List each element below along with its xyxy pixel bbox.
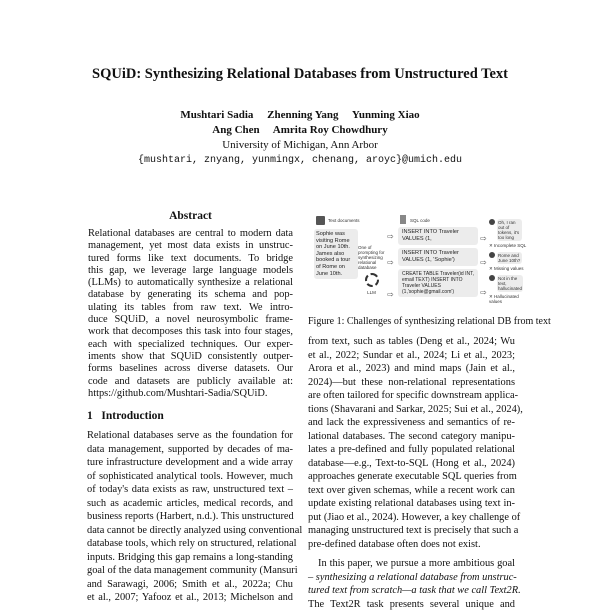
error-icon xyxy=(489,252,495,258)
note-3: Not in the text, hallucinated xyxy=(497,275,523,292)
abstract-body xyxy=(88,228,293,400)
sql-box-1: INSERT INTO Traveler VALUES (1, xyxy=(398,227,478,245)
text-line: data cannot be directly analyzed using conventional xyxy=(87,524,293,538)
text-line: Relational databases serve as the foundation for xyxy=(87,429,293,443)
text-line: are often tailored for specific downstream applica- xyxy=(308,389,515,403)
text-line: text over given schemas, while a recent work can xyxy=(308,484,515,498)
right-column-body xyxy=(308,335,515,611)
arrow-icon: ⇨ xyxy=(480,289,487,297)
input-text-box: Sophie was visiting Rome on June 10th. James also booked a tour of Rome on June 10th. xyxy=(314,229,358,279)
abstract-heading: Abstract xyxy=(88,210,293,222)
text-line: tured text from scratch—a task that we call Text2R. xyxy=(308,584,515,598)
sql-box-2: INSERT INTO Traveler VALUES (1, 'Sophie') xyxy=(398,248,478,266)
note-2-row xyxy=(489,252,522,264)
text-line: The Text2R task presents several unique and xyxy=(308,598,515,611)
text-line: management, yet most data exists in unstruc- xyxy=(88,240,293,252)
authors-line-1: Mushtari Sadia Zhenning Yang Yunming Xiao xyxy=(0,109,600,121)
issues-group xyxy=(489,219,522,304)
arrow-icon: ⇨ xyxy=(387,291,394,299)
arrow-icon: ⇨ xyxy=(387,233,394,241)
document-icon xyxy=(316,216,325,225)
text-line: database by generating its schema and pop- xyxy=(88,289,293,301)
llm-icon xyxy=(365,273,379,287)
text-line: business reports (Harbert, n.d.). This unstructured xyxy=(87,510,293,524)
text-line: database tools, which rely on structured, relational xyxy=(87,537,293,551)
text-line: https://github.com/Mushtari-Sadia/SQUiD. xyxy=(88,388,293,400)
text-line: Arora et al., 2023) and mind maps (Jain et al., xyxy=(308,362,515,376)
note-1-row xyxy=(489,219,522,241)
arrow-icon: ⇨ xyxy=(480,235,487,243)
text-line: code and datasets are publicly available at: xyxy=(88,376,293,388)
text-line: 2024)—but these non-relational representations xyxy=(308,376,515,390)
error-icon xyxy=(489,219,495,225)
text-line: database—e.g., Text-to-SQL (Hong et al., 2024) xyxy=(308,457,515,471)
code-icon xyxy=(400,215,406,224)
issue-1: ✕ Incomplete SQL xyxy=(489,243,522,248)
intro-heading xyxy=(87,410,164,422)
text-line: and Sarawagi, 2006; Smith et al., 2022a; Chu xyxy=(87,578,293,592)
section-number: 1 xyxy=(87,410,93,422)
arrow-icon: ⇨ xyxy=(387,259,394,267)
text-line: from text, such as tables (Deng et al., 2024; Wu xyxy=(308,335,515,349)
llm-label: LLM xyxy=(367,290,376,295)
issue-2: ✕ Missing values xyxy=(489,266,522,271)
text-line: tured forms like text documents. To bridge xyxy=(88,253,293,265)
text-line: lational databases. The second category manipu- xyxy=(308,430,515,444)
figure-1 xyxy=(308,213,522,313)
text-doc-label: Text documents xyxy=(328,218,362,223)
text-line: Relational databases are central to modern data xyxy=(88,228,293,240)
text-line: tions (Shavarani and Sarkar, 2025; Sui et al., 2024), xyxy=(308,403,515,417)
text-line: managing unstructured text is precisely that such a xyxy=(308,524,515,538)
text-line: of today's data exists as raw, unstructured text – xyxy=(87,483,293,497)
section-title: Introduction xyxy=(101,410,163,422)
text-line: iments show that SQUiD consistently outper- xyxy=(88,351,293,363)
affiliation: University of Michigan, Ann Arbor xyxy=(0,139,600,151)
figure-caption: Figure 1: Challenges of synthesizing relational DB from text xyxy=(308,316,551,328)
text-line: approaches generate executable SQL queries from xyxy=(308,470,515,484)
text-line: and lack the expressiveness and semantics of re- xyxy=(308,416,515,430)
text-line: data management, supported by decades of ma- xyxy=(87,443,293,457)
text-line: this gap, we leverage large language models xyxy=(88,265,293,277)
sql-group xyxy=(398,227,478,297)
authors-line-2: Ang Chen Amrita Roy Chowdhury xyxy=(0,124,600,136)
text-line: et al., 2007; Yafooz et al., 2013; Michelson and xyxy=(87,591,293,605)
text-line: such as academic articles, medical records, and xyxy=(87,497,293,511)
text-line: put (Jiao et al., 2024). However, a key challenge of xyxy=(308,511,515,525)
prompt-text: One of prompting for synthesizing relational database xyxy=(358,245,385,270)
text-line: work that decomposes this task into four stages, xyxy=(88,326,293,338)
text-line: duce SQUiD, a novel neurosymbolic frame- xyxy=(88,314,293,326)
text-line: pre-defined database often does not exist. xyxy=(308,538,515,552)
text-line: of sophisticated analytical tools. However, much xyxy=(87,470,293,484)
text-line: et al., 2022; Sundar et al., 2024; Li et al., 2023; xyxy=(308,349,515,363)
text-line: ture infrastructure development and a wide array xyxy=(87,456,293,470)
text-line: goal of the data management community (Mansuri xyxy=(87,564,293,578)
paper-title: SQUiD: Synthesizing Relational Databases from Unstructured Text xyxy=(0,66,600,83)
sql-code-label: SQL code xyxy=(410,218,430,223)
text-line: – synthesizing a relational database from unstruc- xyxy=(308,571,515,585)
text-line: ulating its tables from raw text. We intro- xyxy=(88,302,293,314)
intro-body xyxy=(87,429,293,605)
text-line: update existing relational databases using text in- xyxy=(308,497,515,511)
note-1: Oh, I ran out of tokens, it's too long xyxy=(497,219,522,241)
text-line: inputs. Bridging this gap remains a long-standing xyxy=(87,551,293,565)
note-2: Rome and June 10th? xyxy=(497,252,522,264)
text-line: forms baselines across diverse datasets. Our xyxy=(88,363,293,375)
error-icon xyxy=(489,275,495,281)
issue-3: ✕ Hallucinated values xyxy=(489,294,522,304)
arrow-icon: ⇨ xyxy=(480,259,487,267)
note-3-row xyxy=(489,275,522,292)
text-line: lates a pre-defined and fully populated relational xyxy=(308,443,515,457)
text-line: each with specialized techniques. Our exper- xyxy=(88,339,293,351)
sql-box-3: CREATE TABLE Traveler(id INT, email TEXT) INSERT INTO Traveler VALUES (1,'sophie@gmail.com') xyxy=(398,269,478,297)
author-emails: {mushtari, znyang, yunmingx, chenang, aroyc}@umich.edu xyxy=(0,155,600,166)
text-line: In this paper, we pursue a more ambitious goal xyxy=(308,557,515,571)
text-line: (LLMs) to automatically synthesize a relational xyxy=(88,277,293,289)
prompt-group xyxy=(358,245,385,295)
